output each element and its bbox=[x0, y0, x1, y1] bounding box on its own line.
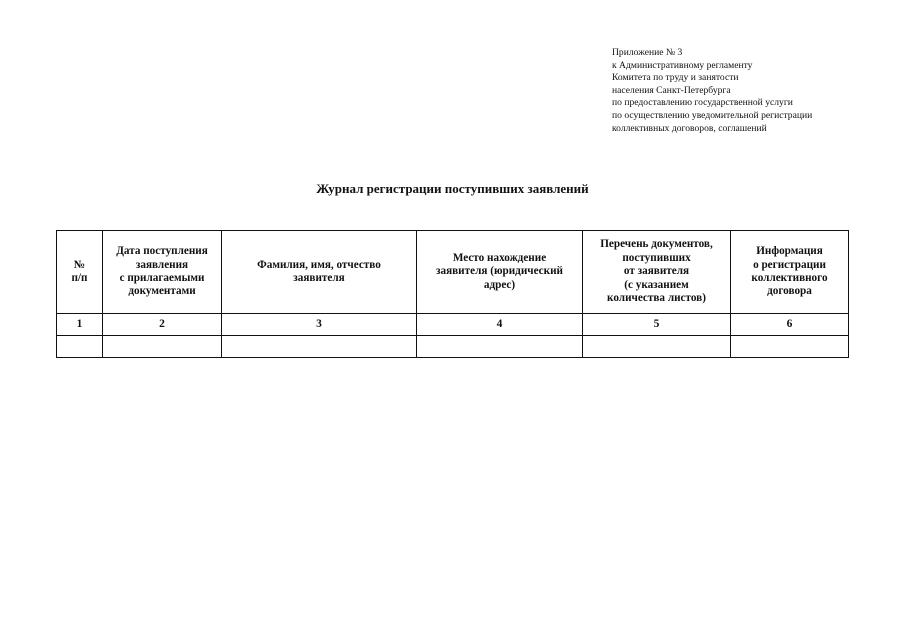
appendix-line: коллективных договоров, соглашений bbox=[612, 122, 767, 134]
header-cell-number bbox=[57, 231, 103, 314]
appendix-line: Приложение № 3 bbox=[612, 47, 683, 58]
table-cell bbox=[731, 336, 849, 358]
column-number-cell: 4 bbox=[417, 314, 583, 336]
column-number-cell: 5 bbox=[583, 314, 731, 336]
header-line: заявления bbox=[135, 258, 189, 271]
header-line: от заявителя bbox=[623, 265, 690, 278]
header-line: о регистрации bbox=[753, 258, 826, 271]
header-line: документами bbox=[128, 285, 196, 298]
document-title: Журнал регистрации поступивших заявлений bbox=[316, 181, 589, 196]
appendix-line: Комитета по труду и занятости bbox=[612, 72, 739, 84]
header-line: коллективного bbox=[751, 272, 828, 284]
table-cell bbox=[103, 336, 222, 358]
table-cell bbox=[583, 336, 731, 358]
header-line: Фамилия, имя, отчество bbox=[257, 258, 381, 271]
header-line: п/п bbox=[71, 272, 88, 284]
table-cell bbox=[417, 336, 583, 358]
header-line: № bbox=[73, 258, 86, 271]
header-line: адрес) bbox=[483, 278, 516, 291]
table-row bbox=[57, 336, 849, 358]
appendix-line: населения Санкт-Петербурга bbox=[612, 84, 731, 96]
header-cell-registration-info bbox=[731, 231, 849, 314]
header-line: заявителя (юридический bbox=[436, 265, 563, 278]
header-line: (с указанием bbox=[624, 278, 689, 291]
header-line: Дата поступления bbox=[116, 245, 208, 258]
column-number-cell: 6 bbox=[731, 314, 849, 336]
table-cell bbox=[57, 336, 103, 358]
header-cell-location bbox=[417, 231, 583, 314]
column-number-cell: 3 bbox=[222, 314, 417, 336]
header-line: Информация bbox=[756, 245, 823, 258]
header-line: Место нахождение bbox=[452, 251, 547, 264]
header-cell-documents bbox=[583, 231, 731, 314]
appendix-note bbox=[612, 47, 882, 135]
header-line: договора bbox=[767, 285, 812, 298]
header-cell-date bbox=[103, 231, 222, 314]
column-number-cell: 2 bbox=[103, 314, 222, 336]
header-line: поступивших bbox=[622, 251, 691, 264]
appendix-line: к Административному регламенту bbox=[612, 59, 753, 71]
journal-table bbox=[56, 230, 849, 358]
header-line: заявителя bbox=[293, 272, 345, 284]
column-number-row bbox=[57, 314, 849, 336]
table-cell bbox=[222, 336, 417, 358]
header-cell-applicant-name bbox=[222, 231, 417, 314]
table-header-row bbox=[57, 231, 849, 314]
column-number-cell: 1 bbox=[57, 314, 103, 336]
header-line: количества листов) bbox=[607, 292, 706, 305]
appendix-line: по предоставлению государственной услуги bbox=[612, 97, 793, 109]
header-line: Перечень документов, bbox=[600, 238, 713, 251]
appendix-line: по осуществлению уведомительной регистрации bbox=[612, 109, 813, 121]
header-line: с прилагаемыми bbox=[119, 272, 205, 284]
